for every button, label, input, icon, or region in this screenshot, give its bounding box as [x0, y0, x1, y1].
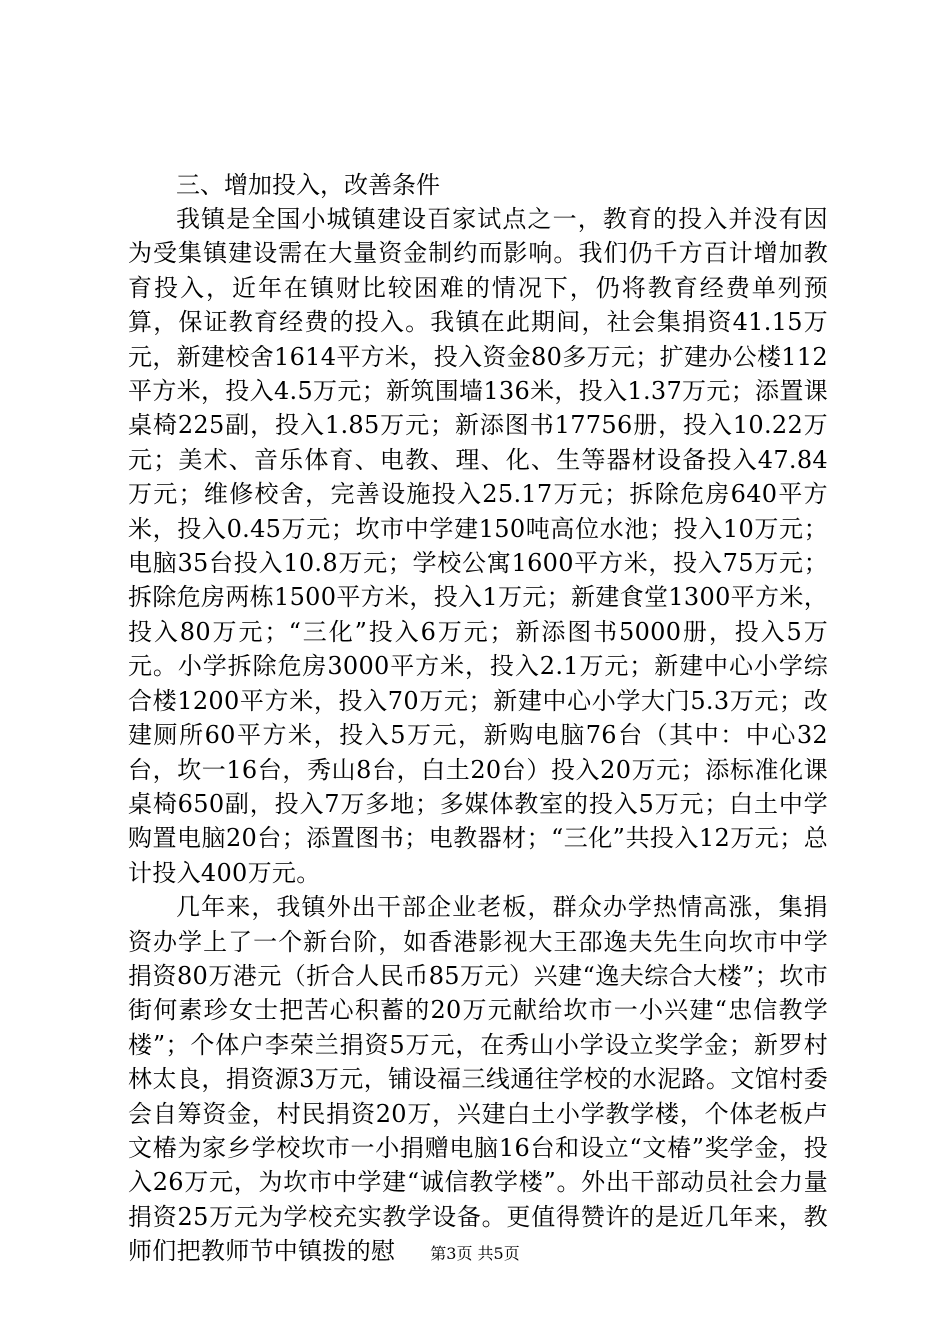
paragraph-investment: 我镇是全国小城镇建设百家试点之一，教育的投入并没有因为受集镇建设需在大量资金制约而影响。我们仍千方百计增加教育投入，近年在镇财比较困难的情况下，仍将教育经费单列预算，保证教育经费的投入。我镇在此期间，社会集捐资41.15万元，新建校舍1614平方米，投入资金80多万元；扩建办公楼112平方米，投入4.5万元；新筑围墙136米，投入1.37万元；添置课桌椅225副，投入1.85万元；新添图书17756册，投入10.22万元；美术、音乐体育、电教、理、化、生等器材设备投入47.84万元；维修校舍，完善设施投入25.17万元；拆除危房640平方米，投入0.45万元；坎市中学建150吨高位水池；投入10万元；电脑35台投入10.8万元；学校公寓1600平方米，投入75万元；拆除危房两栋1500平方米，投入1万元；新建食堂1300平方米，投入80万元；“三化”投入6万元；新添图书5000册，投入5万元。小学拆除危房3000平方米，投入2.1万元；新建中心小学综合楼1200平方米，投入70万元；新建中心小学大门5.3万元；改建厕所60平方米，投入5万元，新购电脑76台（其中：中心32台，坎一16台，秀山8台，白土20台）投入20万元；添标准化课桌椅650副，投入7万多地；多媒体教室的投入5万元；白土中学购置电脑20台；添置图书；电教器材；“三化”共投入12万元；总计投入400万元。	[128, 205, 828, 887]
document-body	[128, 168, 828, 1269]
page-footer: 第3页 共5页	[430, 1244, 520, 1263]
paragraph-donations: 几年来，我镇外出干部企业老板，群众办学热情高涨，集捐资办学上了一个新台阶，如香港影视大王邵逸夫先生向坎市中学捐资80万港元（折合人民币85万元）兴建“逸夫综合大楼”；坎市街何素珍女士把苦心积蓄的20万元献给坎市一小兴建“忠信教学楼”；个体户李荣兰捐资5万元，在秀山小学设立奖学金；新罗村林太良，捐资源3万元，铺设福三线通往学校的水泥路。文馆村委会自筹资金，村民捐资20万，兴建白土小学教学楼，个体老板卢文椿为家乡学校坎市一小捐赠电脑16台和设立“文椿”奖学金，投入26万元，为坎市中学建“诚信教学楼”。外出干部动员社会力量捐资25万元为学校充实教学设备。更值得赞许的是近几年来，教师们把教师节中镇拨的慰	[128, 893, 828, 1266]
section-heading: 三、增加投入，改善条件	[176, 171, 440, 199]
